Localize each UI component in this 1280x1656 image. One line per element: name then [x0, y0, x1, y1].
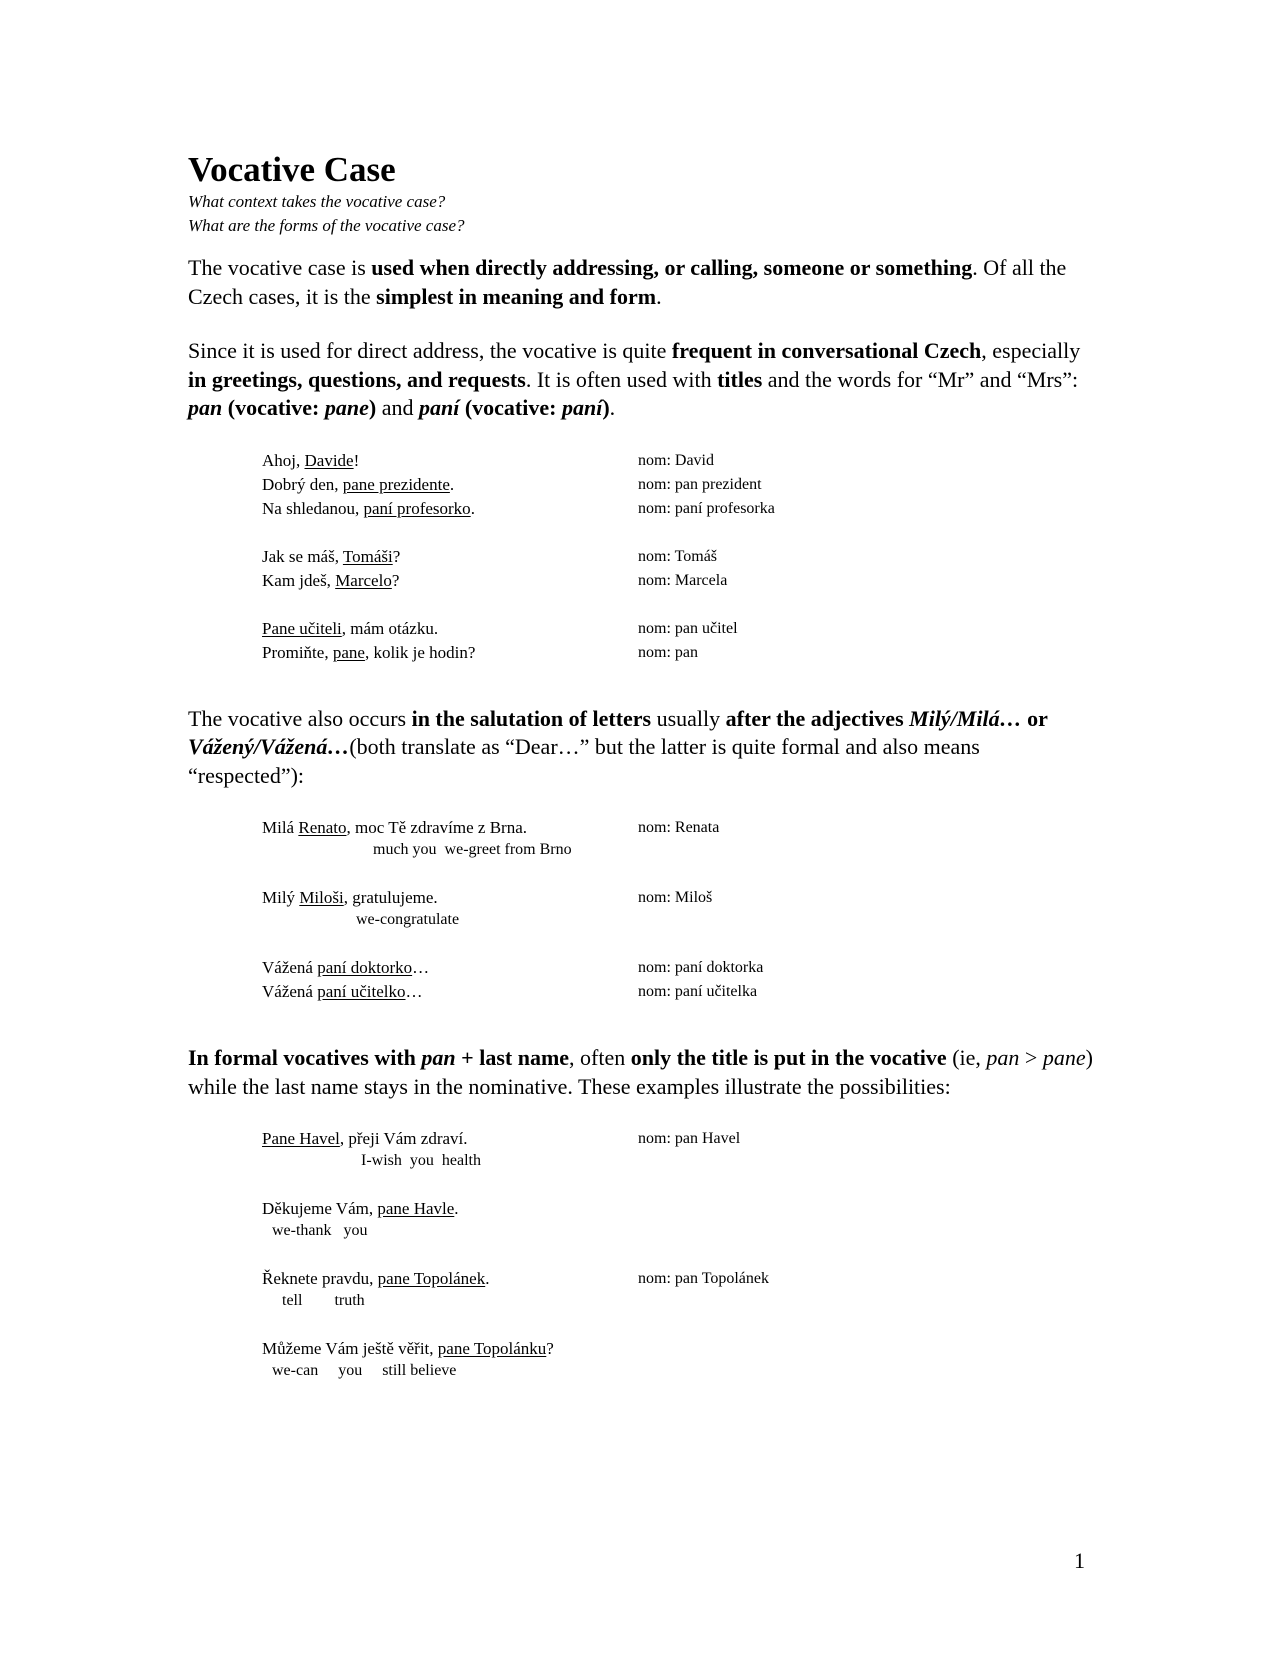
paragraph-letters: The vocative also occurs in the salutation of letters usually after the adjectives Milý/Milá… or Vážený/Vážená…(both translate as “Dear…” but the latter is quite formal and also means “respected”):: [188, 705, 1048, 788]
paragraph-intro: The vocative case is used when directly addressing, or calling, someone or something. Of all the Czech cases, it is the simplest in meaning and form.: [188, 255, 1067, 309]
gloss: much you we-greet from Brno: [373, 841, 572, 858]
page-number: 1: [1074, 1548, 1085, 1573]
gloss: we-thank you: [272, 1222, 368, 1239]
examples-formal: Pane Havel, přeji Vám zdraví. nom: pan Havel I-wish you health Děkujeme Vám, pane Havle. we-thank you Řeknete pravdu, pane Topolánek. nom: pan Topolánek tell truth Můžeme Vám ještě věřit, pane Topolánku? we-can you still believe: [188, 1127, 1098, 1377]
examples-letters: Milá Renato, moc Tě zdravíme z Brna. nom: Renata much you we-greet from Brno Milý Miloši, gratulujeme. nom: Miloš we-congratulate Vážená paní doktorko… nom: paní doktorka Vážená paní učitelko… nom: paní učitelka: [262, 818, 764, 1001]
paragraph-formal: In formal vocatives with pan + last name, often only the title is put in the vocative (ie, pan > pane) while the last name stays in the nominative. These examples illustrate the possibilities:: [188, 1045, 1093, 1099]
examples-greetings: Ahoj, Davide! nom: David Dobrý den, pane prezidente. nom: pan prezident Na shledanou, paní profesorko. nom: paní profesorka Jak se máš, Tomáši? nom: Tomáš Kam jdeš, Marcelo? nom: Marcela Pane učiteli, mám otázku. nom: pan učitel Promiňte, pane, kolik je hodin? nom: pan: [262, 450, 775, 662]
question-1: What context takes the vocative case?: [188, 192, 446, 211]
gloss: I-wish you health: [361, 1152, 481, 1169]
document-page: [188, 150, 1098, 1377]
gloss: we-congratulate: [356, 911, 460, 928]
paragraph-usage: Since it is used for direct address, the vocative is quite frequent in conversational Czech, especially in greetings, questions, and requests. It is often used with titles and the words for “Mr” and “Mrs”: pan (vocative: pane) and paní (vocative: paní).: [188, 338, 1081, 420]
gloss: we-can you still believe: [272, 1362, 457, 1379]
gloss: tell truth: [282, 1292, 365, 1309]
question-2: What are the forms of the vocative case?: [188, 216, 465, 235]
page-title: Vocative Case: [188, 150, 396, 189]
